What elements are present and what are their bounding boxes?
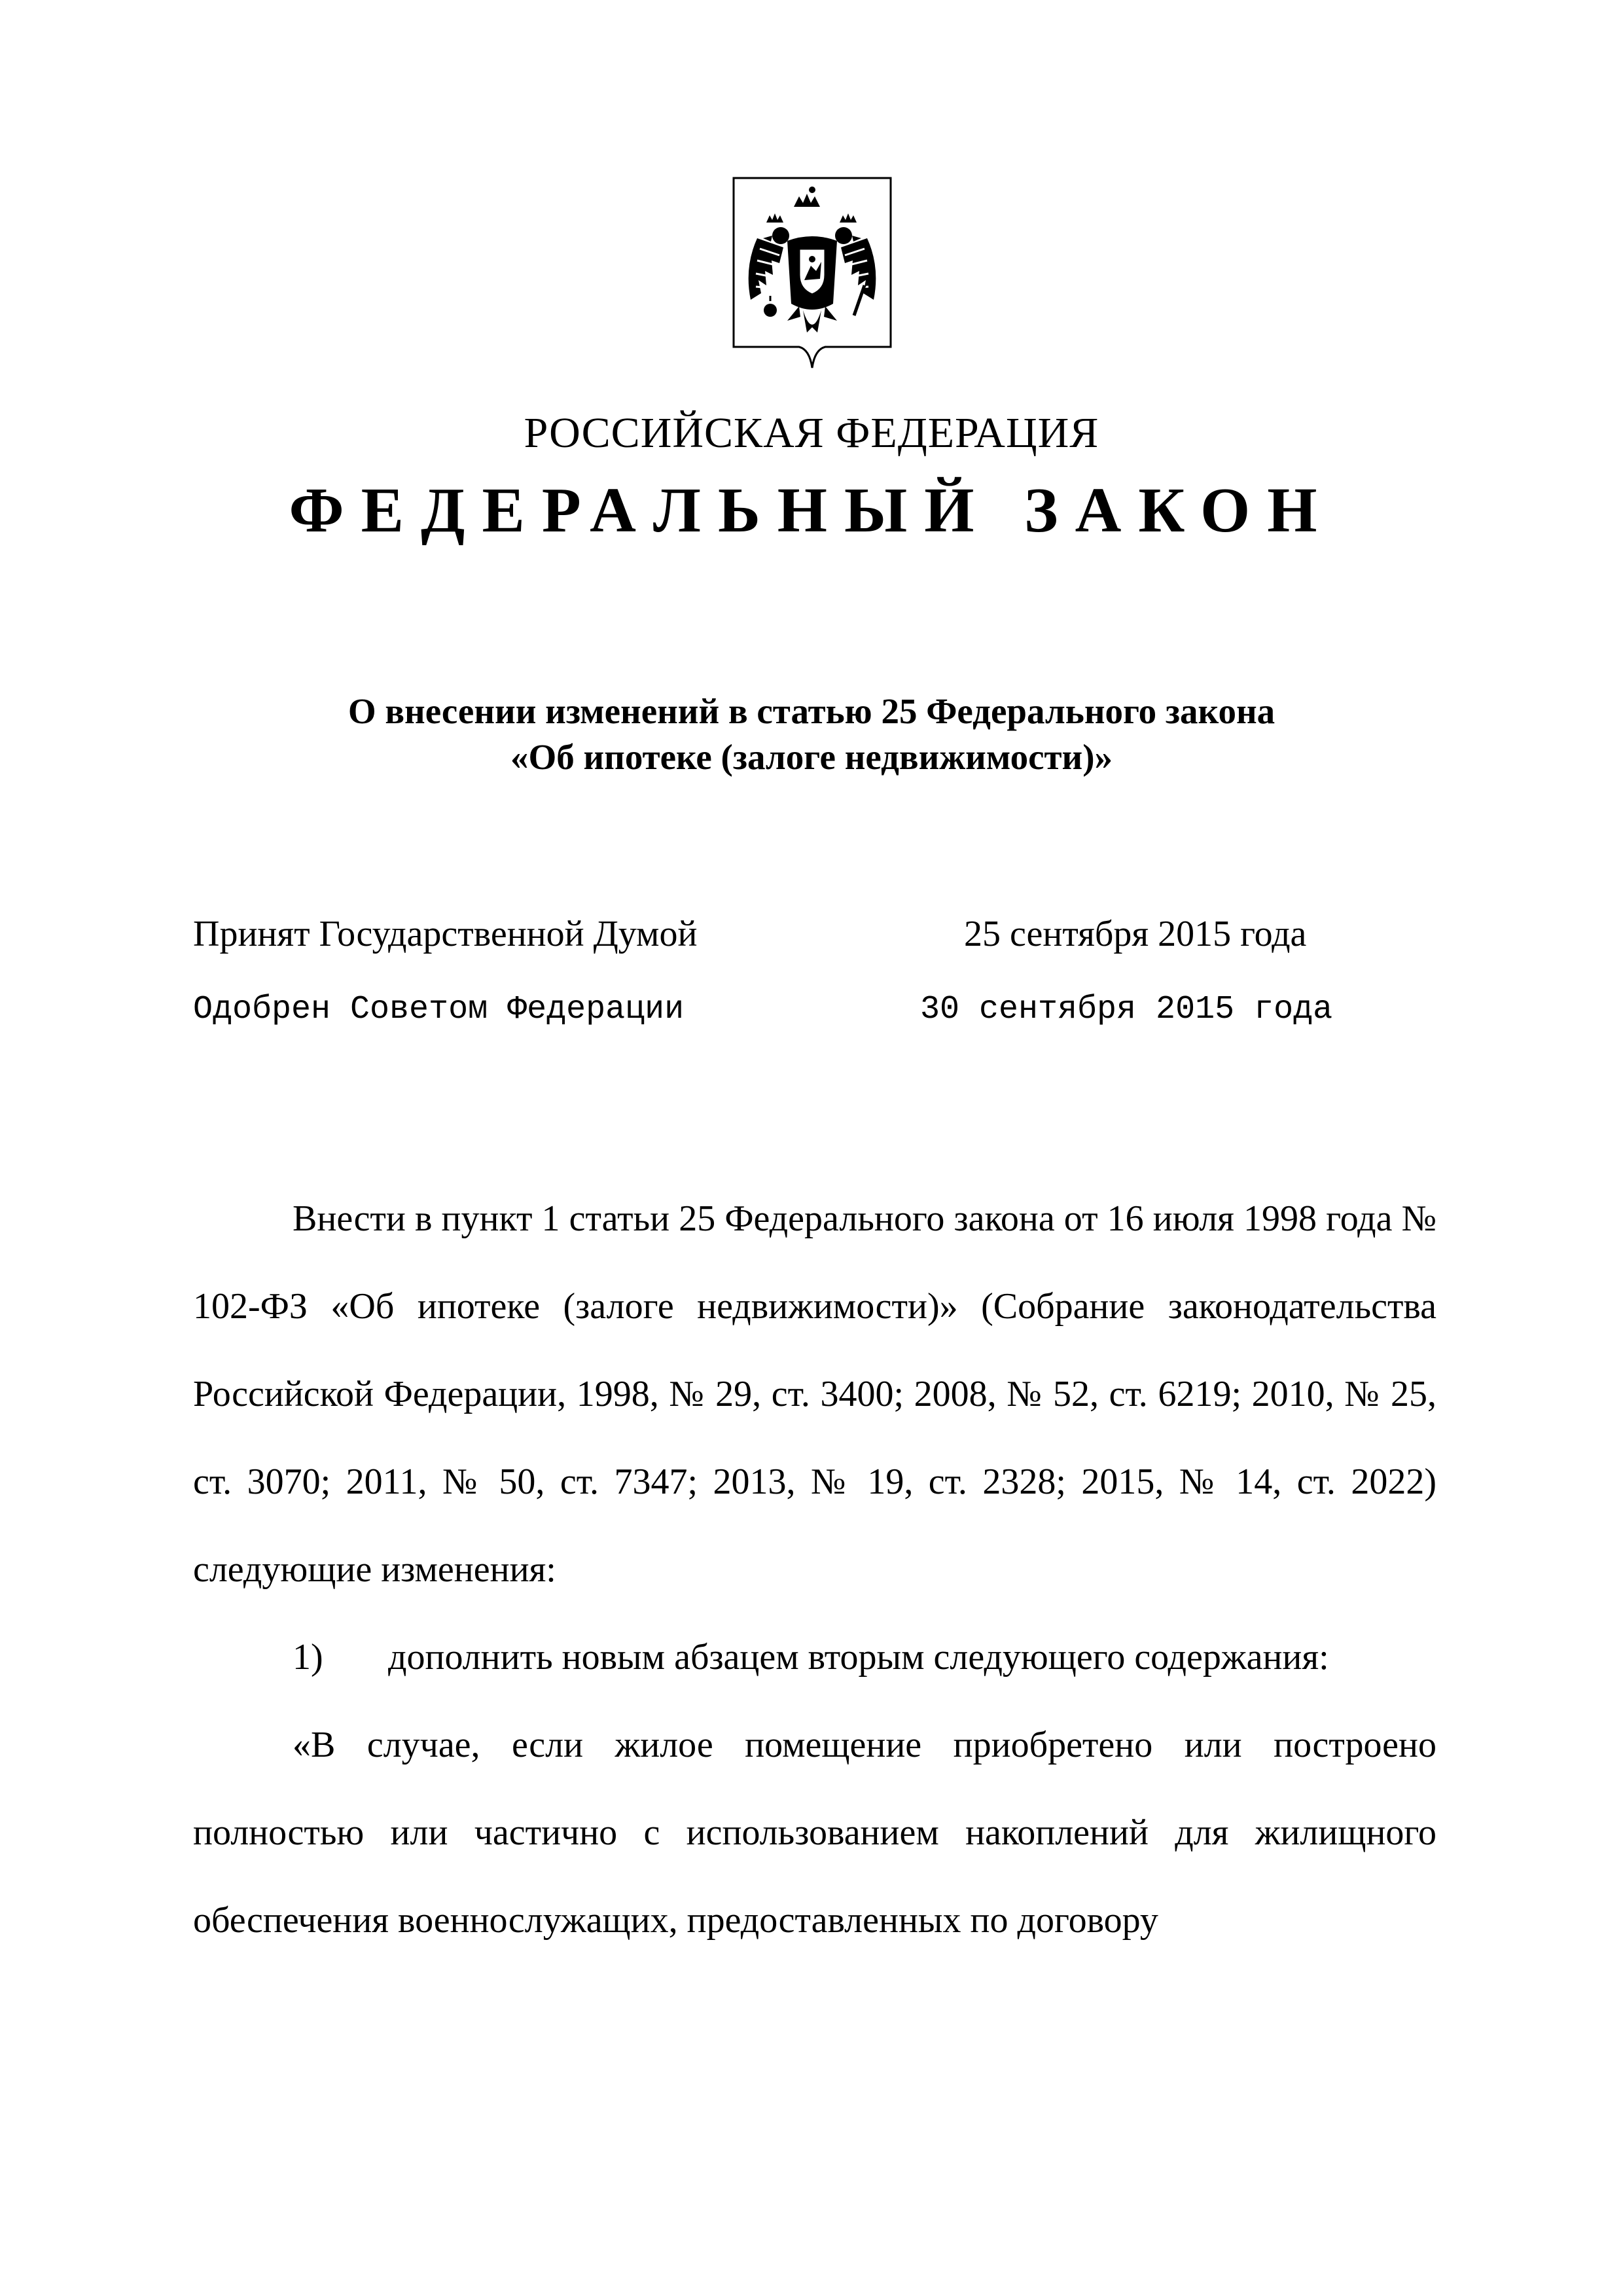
coat-of-arms-russia-icon <box>731 175 893 370</box>
law-subject-line-2: «Об ипотеке (залоге недвижимости)» <box>510 737 1113 777</box>
duma-adoption-date: 25 сентября 2015 года <box>964 914 1307 954</box>
intro-paragraph: Внести в пункт 1 статьи 25 Федерального закона от 16 июля 1998 года № 102-ФЗ «Об ипотеке (залоге недвижимости)» (Собрание законодательства Российской Федерации, 1998, № 29, ст. 3400; 2008, № 52, ст. 6219; 2010, № 25, ст. 3070; 2011, № 50, ст. 7347; 2013, № 19, ст. 2328; 2015, № 14, ст. 2022) следующие изменения: <box>193 1198 1436 1590</box>
law-type-title: ФЕДЕРАЛЬНЫЙ ЗАКОН <box>289 475 1334 546</box>
council-approval-date: 30 сентября 2015 года <box>920 991 1333 1028</box>
law-subject-line-1: О внесении изменений в статью 25 Федерального закона <box>348 691 1275 731</box>
duma-adoption-label: Принят Государственной Думой <box>193 914 698 954</box>
council-approval-label: Одобрен Советом Федерации <box>193 991 685 1028</box>
country-name: РОССИЙСКАЯ ФЕДЕРАЦИЯ <box>524 409 1099 457</box>
item-text: дополнить новым абзацем вторым следующего содержания: <box>388 1637 1329 1677</box>
law-body-intro <box>193 1175 1436 1613</box>
amendment-quote <box>193 1701 1436 1964</box>
item-number: 1) <box>293 1637 323 1677</box>
law-subject <box>0 689 1623 780</box>
quote-paragraph: «В случае, если жилое помещение приобретено или построено полностью или частично с использованием накоплений для жилищного обеспечения военнослужащих, предоставленных по договору <box>193 1725 1436 1941</box>
